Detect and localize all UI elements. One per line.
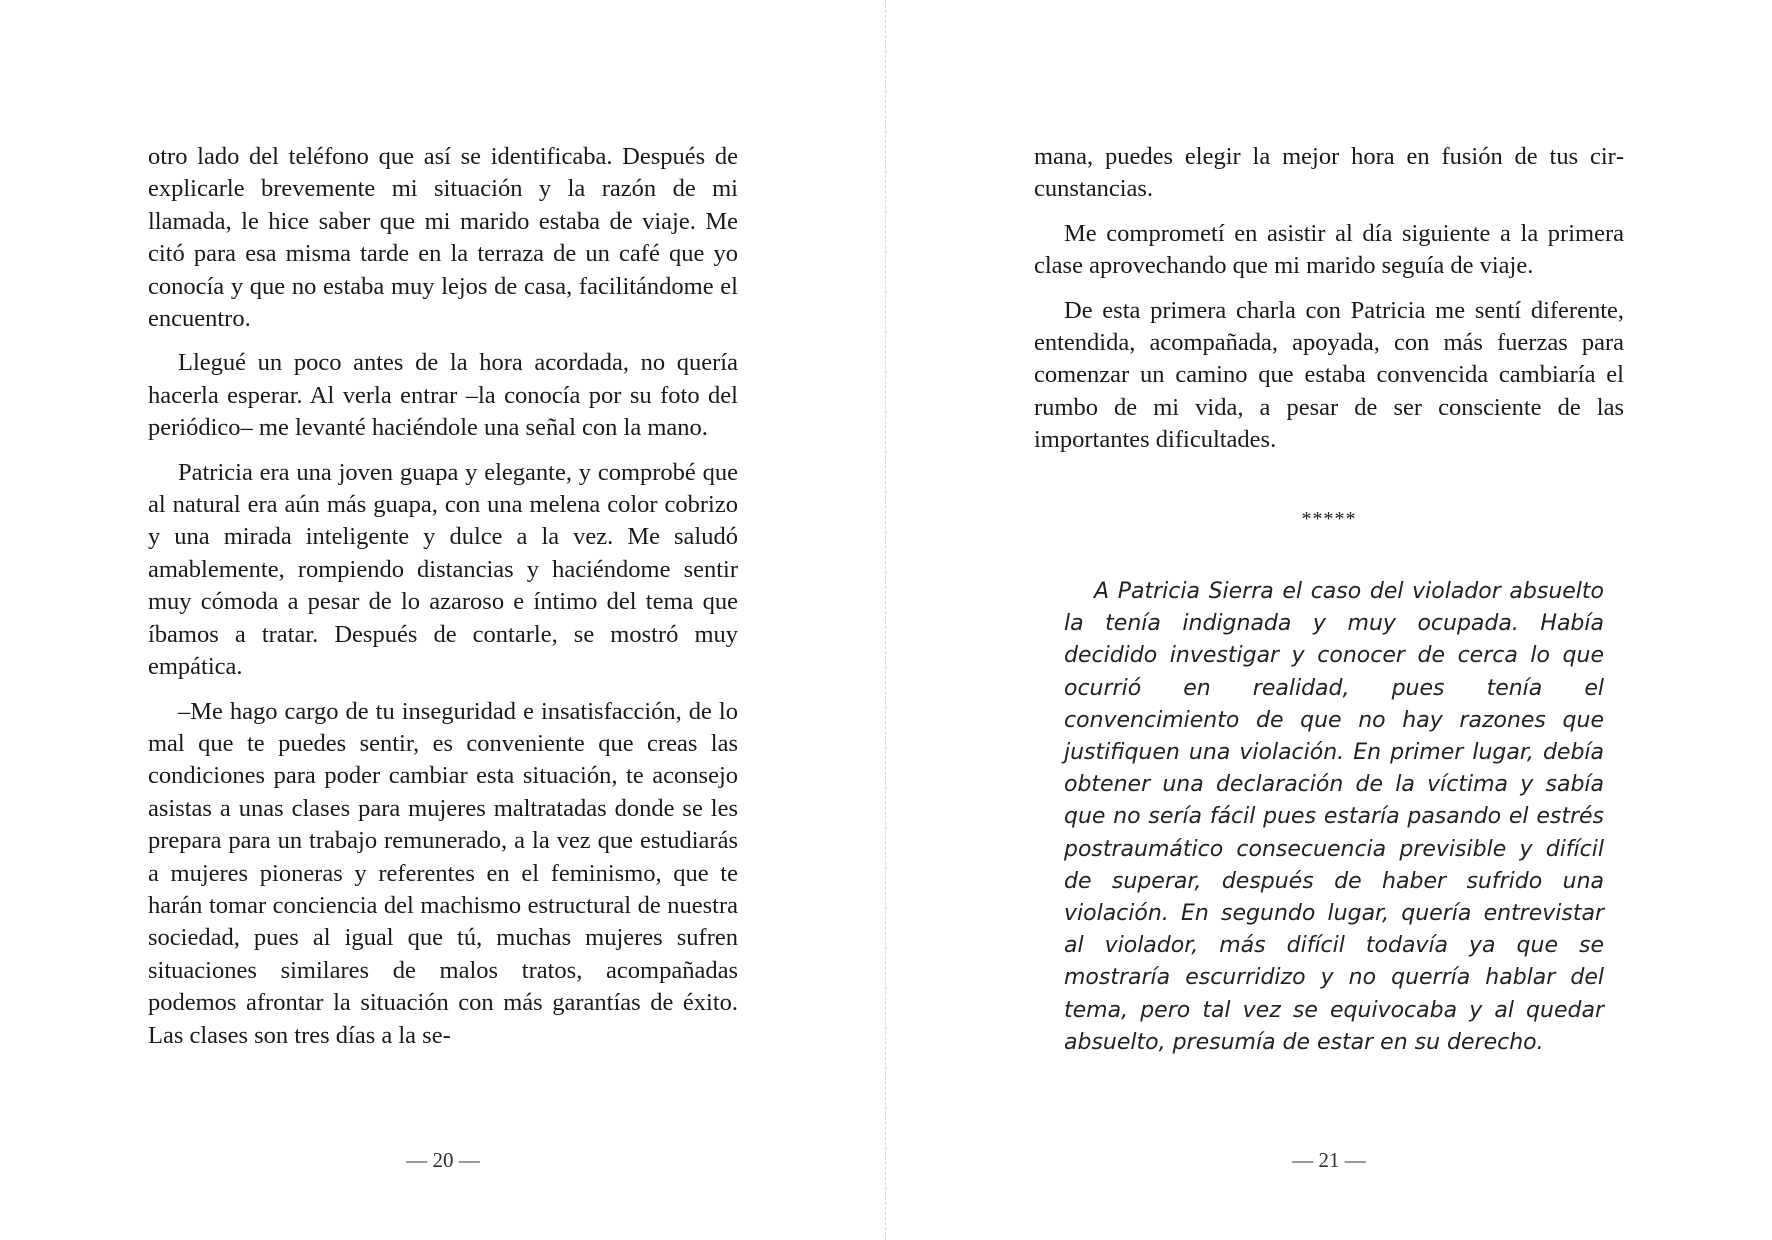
italic-passage xyxy=(1064,576,1604,1059)
right-page xyxy=(886,0,1772,1240)
left-page-body xyxy=(148,141,738,1064)
page-number: — 20 — xyxy=(406,1148,480,1172)
paragraph: mana, puedes elegir la mejor hora en fusión de tus circunstancias. xyxy=(1034,143,1624,203)
paragraph: Me comprometí en asistir al día siguiente a la primera clase aprovechando que mi marido seguía de viaje. xyxy=(1034,219,1624,280)
section-separator: ***** xyxy=(1301,508,1357,530)
paragraph: De esta primera charla con Patricia me sentí diferente, entendida, acompañada, apoyada, con más fuerzas para comenzar un camino que estaba convencida cambiaría el rumbo de mi vida, a pesar de ser consciente de las importantes dificultades. xyxy=(1034,296,1624,454)
paragraph: Llegué un poco antes de la hora acordada, no quería hacerla esperar. Al verla entrar –la conocía por su foto del periódico– me levanté haciéndole una señal con la mano. xyxy=(148,349,738,442)
page-number: — 21 — xyxy=(1292,1148,1366,1172)
right-page-body xyxy=(1034,141,1624,469)
paragraph: Patricia era una joven guapa y elegante, y comprobé que al natural era aún más guapa, con una melena color cobrizo y una mirada inteligente y dulce a la vez. Me saludó amablemente, rompiendo distancias y haciéndome sentir muy cómoda a pesar de lo azaroso e íntimo del tema que íbamos a tratar. Después de contarle, se mostró muy empática. xyxy=(148,458,738,681)
italic-paragraph: A Patricia Sierra el caso del violador absuelto la tenía indignada y muy ocupada. Había decidido investigar y conocer de cerca lo que ocurrió en realidad, pues tenía el convencimiento de que no hay razones que justifiquen una violación. En primer lugar, debía obtener una declaración de la víctima y sabía que no sería fácil pues estaría pasando el estrés postraumático consecuencia previsible y difícil de superar, después de haber sufrido una violación. En segundo lugar, quería entrevistar al violador, más difícil todavía ya que se mostraría escurridizo y no querría hablar del tema, pero tal vez se equivocaba y al quedar absuelto, presumía de estar en su derecho. xyxy=(1064,579,1604,1055)
paragraph: –Me hago cargo de tu inseguridad e insatisfacción, de lo mal que te puedes sentir, es conveniente que creas las condiciones para poder cambiar esta situación, te aconsejo asistas a unas clases para mujeres maltratadas donde se les prepara para un trabajo remunerado, a la vez que estudiarás a mujeres pioneras y referentes en el feminismo, que te harán tomar conciencia del machismo estructural de nuestra sociedad, pues al igual que tú, muchas mujeres sufren situaciones similares de malos tratos, acompañadas podemos afrontar la situación con más garantías de éxito. Las clases son tres días a la se- xyxy=(148,697,738,1049)
paragraph: otro lado del teléfono que así se identificaba. Después de explicarle brevemente mi situación y la razón de mi llamada, le hice saber que mi marido estaba de viaje. Me citó para esa misma tarde en la terraza de un café que yo conocía y que no estaba muy lejos de casa, facilitándome el encuentro. xyxy=(148,143,738,333)
